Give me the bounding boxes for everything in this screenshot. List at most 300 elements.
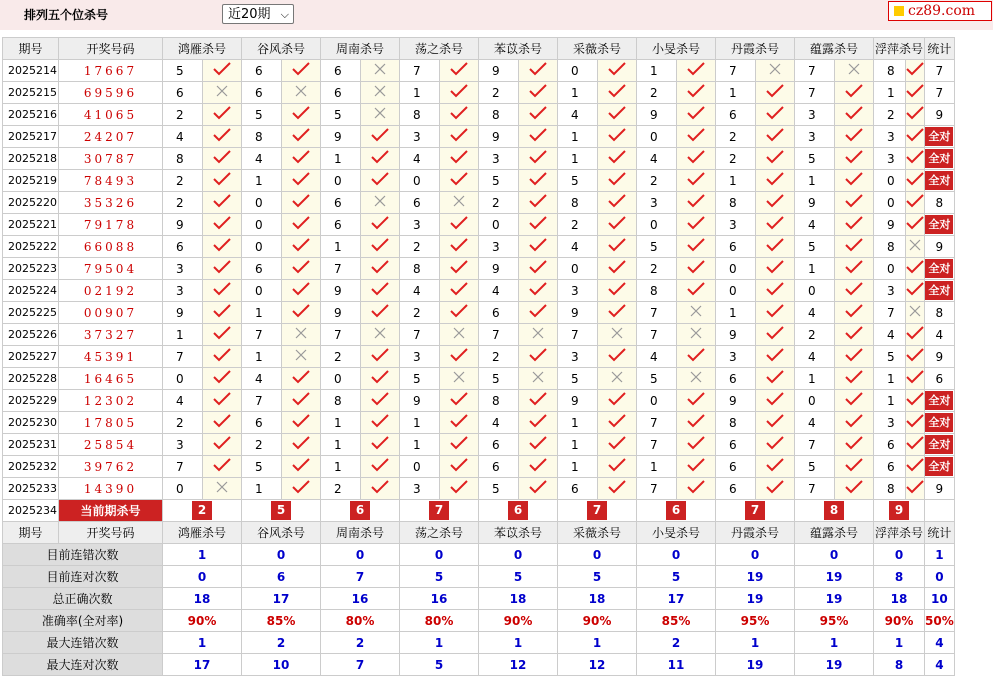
summary-value: 1 <box>163 632 242 654</box>
table-row <box>3 434 955 456</box>
result-mark-cell <box>756 236 795 258</box>
check-icon <box>213 304 231 318</box>
kill-value-cell: 9 <box>400 390 440 412</box>
period-cell: 2025222 <box>3 236 59 258</box>
check-icon <box>213 414 231 428</box>
kill-value-cell: 6 <box>321 60 361 82</box>
check-icon <box>450 62 468 76</box>
current-kill-badge: 2 <box>192 501 212 520</box>
table-row <box>3 258 955 280</box>
kill-value-cell: 1 <box>163 324 203 346</box>
stat-cell <box>925 390 955 412</box>
check-icon <box>529 84 547 98</box>
result-mark-cell <box>440 236 479 258</box>
kill-value-cell: 2 <box>321 478 361 500</box>
period-cell: 2025233 <box>3 478 59 500</box>
stat-cell <box>925 412 955 434</box>
check-icon <box>845 370 863 384</box>
result-mark-cell <box>282 192 321 214</box>
kill-value-cell: 9 <box>637 104 677 126</box>
check-icon <box>687 282 705 296</box>
result-mark-cell <box>203 302 242 324</box>
result-mark-cell <box>282 412 321 434</box>
result-mark-cell <box>361 280 400 302</box>
summary-value: 19 <box>795 654 874 676</box>
summary-row <box>3 544 955 566</box>
check-icon <box>766 172 784 186</box>
kill-value-cell: 1 <box>400 434 440 456</box>
kill-number-table <box>2 37 955 676</box>
kill-value-cell: 7 <box>795 478 835 500</box>
kill-value-cell: 5 <box>558 170 598 192</box>
summary-label: 总正确次数 <box>3 588 163 610</box>
result-mark-cell <box>756 368 795 390</box>
check-icon <box>450 480 468 494</box>
result-mark-cell <box>519 192 558 214</box>
draw-number-cell: 35326 <box>59 192 163 214</box>
chevron-down-icon: ⌵ <box>280 8 289 21</box>
current-kill-cell <box>163 500 242 522</box>
summary-value: 1 <box>795 632 874 654</box>
result-mark-cell <box>519 60 558 82</box>
check-icon <box>766 326 784 340</box>
check-icon <box>450 216 468 230</box>
kill-value-cell: 1 <box>400 412 440 434</box>
summary-value: 12 <box>479 654 558 676</box>
check-icon <box>766 480 784 494</box>
check-icon <box>371 172 389 186</box>
result-mark-cell <box>440 82 479 104</box>
draw-number-cell: 17667 <box>59 60 163 82</box>
kill-value-cell: 5 <box>795 236 835 258</box>
check-icon <box>608 216 626 230</box>
result-mark-cell <box>906 148 925 170</box>
result-mark-cell <box>203 104 242 126</box>
check-icon <box>906 84 924 98</box>
result-mark-cell <box>756 60 795 82</box>
kill-value-cell: 6 <box>558 478 598 500</box>
result-mark-cell <box>203 456 242 478</box>
result-mark-cell <box>282 390 321 412</box>
kill-value-cell: 0 <box>479 214 519 236</box>
result-mark-cell <box>598 434 637 456</box>
check-icon <box>450 150 468 164</box>
stat-cell <box>925 214 955 236</box>
check-icon <box>292 392 310 406</box>
col-header-expert: 谷风杀号 <box>242 522 321 544</box>
check-icon <box>906 282 924 296</box>
kill-value-cell: 3 <box>400 478 440 500</box>
check-icon <box>608 304 626 318</box>
result-mark-cell <box>203 280 242 302</box>
kill-value-cell: 9 <box>479 60 519 82</box>
result-mark-cell <box>598 236 637 258</box>
summary-value: 4 <box>925 632 955 654</box>
check-icon <box>608 480 626 494</box>
summary-value: 0 <box>400 544 479 566</box>
check-icon <box>906 194 924 208</box>
kill-value-cell: 1 <box>795 368 835 390</box>
result-mark-cell <box>756 126 795 148</box>
kill-value-cell: 6 <box>321 192 361 214</box>
col-header-period: 期号 <box>3 522 59 544</box>
kill-value-cell: 2 <box>795 324 835 346</box>
check-icon <box>213 458 231 472</box>
kill-value-cell: 2 <box>716 126 756 148</box>
all-correct-badge: 全对 <box>925 215 953 234</box>
result-mark-cell <box>677 280 716 302</box>
kill-value-cell: 7 <box>479 324 519 346</box>
kill-value-cell: 3 <box>795 104 835 126</box>
check-icon <box>529 106 547 120</box>
summary-value: 0 <box>925 566 955 588</box>
check-icon <box>529 348 547 362</box>
result-mark-cell <box>519 346 558 368</box>
kill-value-cell: 1 <box>716 170 756 192</box>
kill-value-cell: 3 <box>479 236 519 258</box>
check-icon <box>766 106 784 120</box>
kill-value-cell: 5 <box>479 368 519 390</box>
current-kill-badge: 9 <box>889 501 909 520</box>
kill-value-cell: 7 <box>795 434 835 456</box>
kill-value-cell: 8 <box>479 104 519 126</box>
col-header-expert: 采薇杀号 <box>558 522 637 544</box>
kill-value-cell: 5 <box>637 236 677 258</box>
kill-value-cell: 3 <box>479 148 519 170</box>
check-icon <box>529 480 547 494</box>
result-mark-cell <box>361 170 400 192</box>
kill-value-cell: 1 <box>874 368 906 390</box>
result-mark-cell <box>282 478 321 500</box>
cross-icon <box>371 62 389 76</box>
check-icon <box>529 216 547 230</box>
check-icon <box>371 480 389 494</box>
summary-value: 0 <box>795 544 874 566</box>
check-icon <box>213 172 231 186</box>
result-mark-cell <box>203 148 242 170</box>
kill-value-cell: 7 <box>242 390 282 412</box>
period-cell: 2025228 <box>3 368 59 390</box>
check-icon <box>687 348 705 362</box>
summary-value: 19 <box>716 654 795 676</box>
check-icon <box>845 348 863 362</box>
summary-value: 80% <box>321 610 400 632</box>
result-mark-cell <box>756 456 795 478</box>
result-mark-cell <box>677 478 716 500</box>
result-mark-cell <box>361 302 400 324</box>
check-icon <box>450 304 468 318</box>
result-mark-cell <box>906 82 925 104</box>
result-mark-cell <box>282 82 321 104</box>
check-icon <box>529 260 547 274</box>
kill-value-cell: 9 <box>321 280 361 302</box>
check-icon <box>608 128 626 142</box>
summary-value: 1 <box>716 632 795 654</box>
result-mark-cell <box>519 412 558 434</box>
result-mark-cell <box>598 302 637 324</box>
kill-value-cell: 8 <box>400 104 440 126</box>
result-mark-cell <box>598 346 637 368</box>
kill-value-cell: 7 <box>795 82 835 104</box>
period-cell: 2025214 <box>3 60 59 82</box>
col-header-expert: 浮萍杀号 <box>874 522 925 544</box>
result-mark-cell <box>598 126 637 148</box>
check-icon <box>371 128 389 142</box>
result-mark-cell <box>835 478 874 500</box>
check-icon <box>687 194 705 208</box>
kill-value-cell: 0 <box>795 280 835 302</box>
kill-value-cell: 4 <box>400 148 440 170</box>
result-mark-cell <box>835 434 874 456</box>
period-cell: 2025224 <box>3 280 59 302</box>
summary-value: 19 <box>795 588 874 610</box>
result-mark-cell <box>440 60 479 82</box>
result-mark-cell <box>835 170 874 192</box>
check-icon <box>529 172 547 186</box>
result-mark-cell <box>361 412 400 434</box>
check-icon <box>292 260 310 274</box>
col-header-expert: 荡之杀号 <box>400 38 479 60</box>
result-mark-cell <box>519 82 558 104</box>
check-icon <box>371 436 389 450</box>
check-icon <box>845 194 863 208</box>
result-mark-cell <box>756 478 795 500</box>
kill-value-cell: 1 <box>558 126 598 148</box>
period-cell: 2025225 <box>3 302 59 324</box>
cross-icon <box>292 84 310 98</box>
result-mark-cell <box>282 104 321 126</box>
result-mark-cell <box>361 148 400 170</box>
logo-square-icon <box>894 6 904 16</box>
cross-icon <box>529 326 547 340</box>
check-icon <box>371 392 389 406</box>
result-mark-cell <box>598 60 637 82</box>
result-mark-cell <box>203 192 242 214</box>
summary-value: 95% <box>716 610 795 632</box>
kill-value-cell: 7 <box>637 434 677 456</box>
kill-value-cell: 5 <box>400 368 440 390</box>
summary-value: 1 <box>874 632 925 654</box>
cross-icon <box>529 370 547 384</box>
result-mark-cell <box>835 148 874 170</box>
result-mark-cell <box>361 368 400 390</box>
summary-label: 目前连错次数 <box>3 544 163 566</box>
kill-value-cell: 0 <box>558 258 598 280</box>
result-mark-cell <box>906 324 925 346</box>
cross-icon <box>906 304 924 318</box>
summary-value: 19 <box>716 588 795 610</box>
result-mark-cell <box>677 126 716 148</box>
result-mark-cell <box>598 104 637 126</box>
all-correct-badge: 全对 <box>925 435 953 454</box>
kill-value-cell: 1 <box>637 60 677 82</box>
check-icon <box>687 62 705 76</box>
kill-value-cell: 7 <box>400 60 440 82</box>
current-kill-cell <box>637 500 716 522</box>
result-mark-cell <box>282 170 321 192</box>
current-kill-cell <box>558 500 637 522</box>
result-mark-cell <box>203 324 242 346</box>
draw-number-cell: 39762 <box>59 456 163 478</box>
kill-value-cell: 2 <box>163 104 203 126</box>
result-mark-cell <box>598 192 637 214</box>
result-mark-cell <box>835 456 874 478</box>
check-icon <box>608 260 626 274</box>
summary-row <box>3 566 955 588</box>
check-icon <box>906 480 924 494</box>
kill-value-cell: 0 <box>321 368 361 390</box>
kill-value-cell: 9 <box>321 126 361 148</box>
col-header-expert: 蕴露杀号 <box>795 38 874 60</box>
summary-value: 17 <box>637 588 716 610</box>
result-mark-cell <box>835 390 874 412</box>
check-icon <box>292 282 310 296</box>
result-mark-cell <box>519 170 558 192</box>
check-icon <box>766 84 784 98</box>
cross-icon <box>608 326 626 340</box>
result-mark-cell <box>203 478 242 500</box>
check-icon <box>608 62 626 76</box>
summary-value: 1 <box>925 544 955 566</box>
result-mark-cell <box>361 82 400 104</box>
check-icon <box>213 282 231 296</box>
stat-cell <box>925 456 955 478</box>
result-mark-cell <box>677 302 716 324</box>
result-mark-cell <box>677 258 716 280</box>
result-mark-cell <box>440 104 479 126</box>
summary-value: 0 <box>558 544 637 566</box>
kill-value-cell: 0 <box>400 170 440 192</box>
cross-icon <box>450 194 468 208</box>
check-icon <box>450 282 468 296</box>
summary-value: 0 <box>637 544 716 566</box>
check-icon <box>845 304 863 318</box>
result-mark-cell <box>361 104 400 126</box>
kill-value-cell: 5 <box>242 456 282 478</box>
all-correct-badge: 全对 <box>925 149 953 168</box>
check-icon <box>213 436 231 450</box>
kill-value-cell: 3 <box>400 346 440 368</box>
current-kill-badge: 6 <box>508 501 528 520</box>
result-mark-cell <box>756 170 795 192</box>
result-mark-cell <box>282 60 321 82</box>
check-icon <box>371 414 389 428</box>
kill-value-cell: 6 <box>716 368 756 390</box>
check-icon <box>766 458 784 472</box>
check-icon <box>213 260 231 274</box>
check-icon <box>845 480 863 494</box>
col-header-expert: 丹霞杀号 <box>716 522 795 544</box>
check-icon <box>766 392 784 406</box>
check-icon <box>371 238 389 252</box>
check-icon <box>450 84 468 98</box>
summary-row <box>3 654 955 676</box>
col-header-expert: 鸿雁杀号 <box>163 38 242 60</box>
result-mark-cell <box>282 324 321 346</box>
stat-cell: 9 <box>925 236 955 258</box>
summary-value: 19 <box>795 566 874 588</box>
kill-value-cell: 4 <box>163 126 203 148</box>
draw-number-cell: 24207 <box>59 126 163 148</box>
kill-value-cell: 8 <box>716 412 756 434</box>
result-mark-cell <box>440 478 479 500</box>
check-icon <box>371 216 389 230</box>
check-icon <box>608 436 626 450</box>
check-icon <box>906 128 924 142</box>
check-icon <box>529 414 547 428</box>
kill-value-cell: 3 <box>874 412 906 434</box>
kill-value-cell: 3 <box>558 346 598 368</box>
result-mark-cell <box>598 82 637 104</box>
result-mark-cell <box>906 346 925 368</box>
col-header-expert: 苯苡杀号 <box>479 38 558 60</box>
result-mark-cell <box>203 126 242 148</box>
result-mark-cell <box>440 258 479 280</box>
result-mark-cell <box>282 456 321 478</box>
result-mark-cell <box>519 368 558 390</box>
col-header-expert: 周南杀号 <box>321 522 400 544</box>
check-icon <box>687 458 705 472</box>
check-icon <box>906 260 924 274</box>
check-icon <box>687 436 705 450</box>
kill-value-cell: 8 <box>558 192 598 214</box>
check-icon <box>371 304 389 318</box>
result-mark-cell <box>677 434 716 456</box>
result-mark-cell <box>598 148 637 170</box>
stat-cell <box>925 280 955 302</box>
result-mark-cell <box>835 126 874 148</box>
summary-value: 50% <box>925 610 955 632</box>
summary-value: 2 <box>637 632 716 654</box>
period-range-select[interactable] <box>222 4 294 24</box>
check-icon <box>529 62 547 76</box>
kill-value-cell: 5 <box>321 104 361 126</box>
result-mark-cell <box>756 280 795 302</box>
check-icon <box>529 150 547 164</box>
kill-value-cell: 1 <box>558 148 598 170</box>
kill-value-cell: 8 <box>874 60 906 82</box>
check-icon <box>906 436 924 450</box>
summary-value: 0 <box>242 544 321 566</box>
stat-cell: 4 <box>925 324 955 346</box>
summary-value: 4 <box>925 654 955 676</box>
kill-value-cell: 7 <box>400 324 440 346</box>
cross-icon <box>213 480 231 494</box>
kill-value-cell: 2 <box>479 82 519 104</box>
kill-value-cell: 0 <box>637 126 677 148</box>
result-mark-cell <box>598 214 637 236</box>
summary-value: 95% <box>795 610 874 632</box>
current-kill-cell <box>795 500 874 522</box>
result-mark-cell <box>519 104 558 126</box>
kill-value-cell: 5 <box>874 346 906 368</box>
draw-number-cell: 12302 <box>59 390 163 412</box>
result-mark-cell <box>282 258 321 280</box>
result-mark-cell <box>677 346 716 368</box>
kill-value-cell: 4 <box>479 412 519 434</box>
result-mark-cell <box>677 390 716 412</box>
result-mark-cell <box>756 302 795 324</box>
check-icon <box>906 392 924 406</box>
check-icon <box>845 282 863 296</box>
check-icon <box>292 370 310 384</box>
site-logo[interactable] <box>888 1 992 21</box>
result-mark-cell <box>677 368 716 390</box>
table-row <box>3 280 955 302</box>
result-mark-cell <box>203 346 242 368</box>
all-correct-badge: 全对 <box>925 391 953 410</box>
cross-icon <box>292 348 310 362</box>
